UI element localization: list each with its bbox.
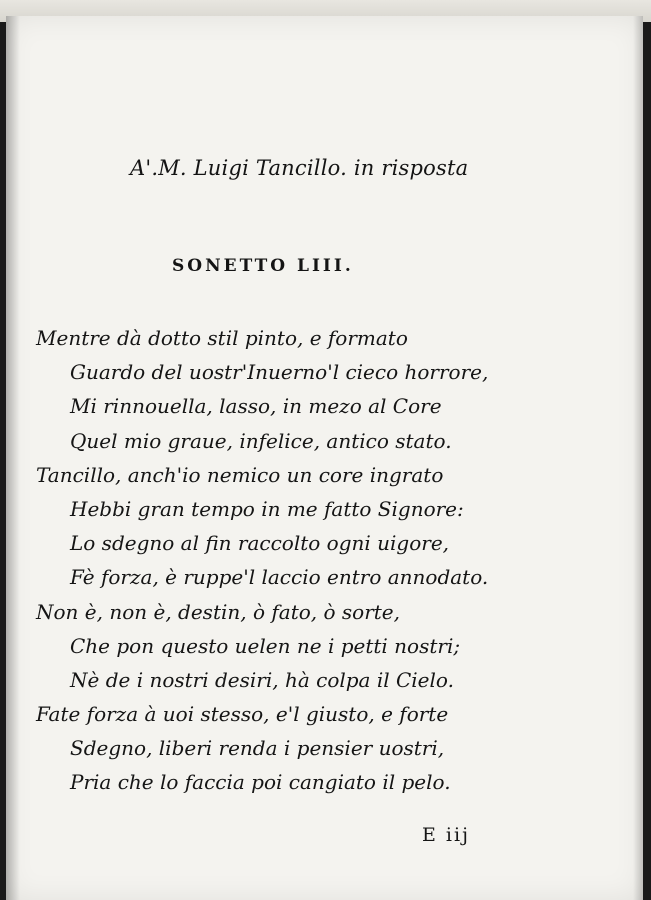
verse-line: Che pon questo uelen ne i petti nostri; (70, 633, 461, 658)
verse-line: Lo sdegno al fin raccolto ogni uigore, (70, 531, 450, 556)
page-heading: A'.M. Luigi Tancillo. in risposta (130, 156, 469, 180)
verse-line: Nè de i nostri desiri, hà colpa il Cielo. (70, 667, 454, 692)
gutter-shadow (6, 16, 20, 900)
verse-line: Hebbi gran tempo in me fatto Signore: (70, 496, 464, 521)
sonnet-body (36, 321, 596, 800)
sonnet-title: SONETTO LIII. (172, 256, 354, 276)
verse-line: Pria che lo faccia poi cangiato il pelo. (70, 770, 451, 795)
verse-line: Mi rinnouella, lasso, in mezo al Core (70, 394, 442, 419)
verse-line: Non è, non è, destin, ò fato, ò sorte, (36, 599, 400, 624)
verse-line: Quel mio graue, infelice, antico stato. (70, 428, 452, 453)
verse-line: Tancillo, anch'io nemico un core ingrato (36, 462, 444, 487)
verse-line: Sdegno, liberi renda i pensier uostri, (70, 736, 445, 761)
signature-mark: E iij (422, 824, 470, 846)
verse-line: Mentre dà dotto stil pinto, e formato (36, 326, 408, 350)
book-page (6, 16, 643, 900)
page-right-edge (633, 16, 643, 900)
verse-line: Fè forza, è ruppe'l laccio entro annodato. (70, 565, 489, 590)
verse-line: Guardo del uostr'Inuerno'l cieco horrore, (70, 360, 489, 385)
verse-line: Fate forza à uoi stesso, e'l giusto, e forte (36, 702, 449, 727)
